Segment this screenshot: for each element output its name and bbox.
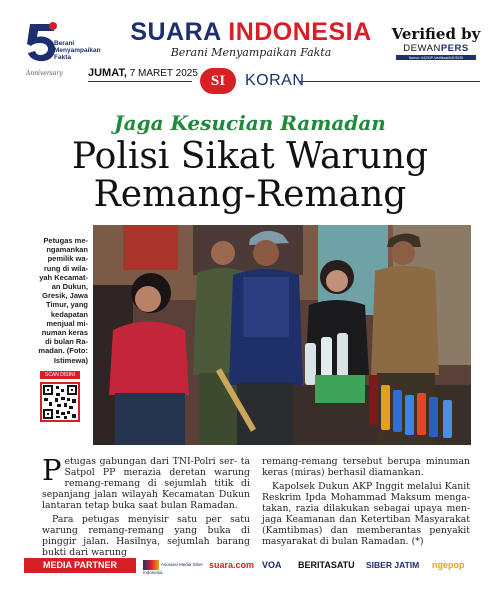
masthead-title: SUARA INDONESIA <box>130 18 372 46</box>
section-badge: SI <box>200 68 236 94</box>
article-kicker: Jaga Kesucian Ramadan <box>114 111 386 135</box>
edition-date: JUMAT, 7 MARET 2025 <box>88 67 198 79</box>
media-partner-label: MEDIA PARTNER <box>24 558 136 573</box>
qr-code-icon[interactable] <box>40 382 80 422</box>
header-rule-right <box>300 81 480 82</box>
partner-logo-ngepop: ngepop <box>432 560 465 570</box>
section-name: KORAN <box>245 72 305 89</box>
verified-badge: Verified by DEWANPERS Nomor: 642/DP-Verifikasi/K/II/2025 <box>388 27 484 60</box>
partner-logo-amsi: Asosiasi Media Siber Indonesia <box>143 560 209 575</box>
dewan-pers-logo: DEWANPERS <box>403 43 469 54</box>
masthead <box>118 19 384 59</box>
amsi-icon <box>143 560 159 570</box>
partner-logo-beritasatu: BERITASATU <box>298 560 355 570</box>
article-body-column-1: P etugas gabungan dari TNI-Polri ser- ta Satpol PP merazia deretan warung remang-remang di sejumlah titik di sepanjang jalan wilayah Kecamatan Dukun lantaran tetap buka saat bulan Ramadan. Para petugas menyisir satu per satu warung remang-remang yang buka di pinggir jalan. Hasilnya, sejumlah barang bukti dari warung <box>42 453 250 558</box>
verification-code: Nomor: 642/DP-Verifikasi/K/II/2025 <box>396 55 476 60</box>
partner-logo-voa: VOA <box>262 560 282 570</box>
article-headline: Polisi Sikat Warung Remang-Remang <box>71 136 429 215</box>
partner-logo-siberjatim: SIBER JATIM <box>366 560 420 570</box>
partner-logo-suara: suara.com <box>209 560 255 570</box>
masthead-subtitle: Berani Menyampaikan Fakta <box>170 46 332 59</box>
logo-anniversary: Anniversary <box>26 70 63 77</box>
raid-scene-image <box>93 225 471 445</box>
header-rule-left <box>88 81 192 82</box>
photo-caption: Petugas me- ngamankan pemilik wa- rung di wila- yah Kecamat- an Dukun, Gresik, Jawa Timur, yang kedapatan menjual mi- numan keras di bulan Ra- madan. (Foto: Istimewa) <box>38 236 88 365</box>
drop-cap: P <box>42 453 62 487</box>
article-photo <box>93 225 471 445</box>
article-body-column-2: remang-remang tersebut berupa minuman keras (miras) berhasil diamankan. Kapolsek Dukun AKP Inggit melalui Kanit Reskrim Ipda Mohammad Maksum menga- takan, razia dilakukan sebagai upaya men- jaga Keamanan dan Ketertiban Masyarakat (Kamtibmas) dan memberantas penyakit masyarakat di bulan Ramadan. (*) <box>262 456 470 547</box>
scan-label: SCAN DISINI <box>40 371 80 379</box>
logo-tagline: Berani Menyampaikan Fakta <box>54 40 101 61</box>
